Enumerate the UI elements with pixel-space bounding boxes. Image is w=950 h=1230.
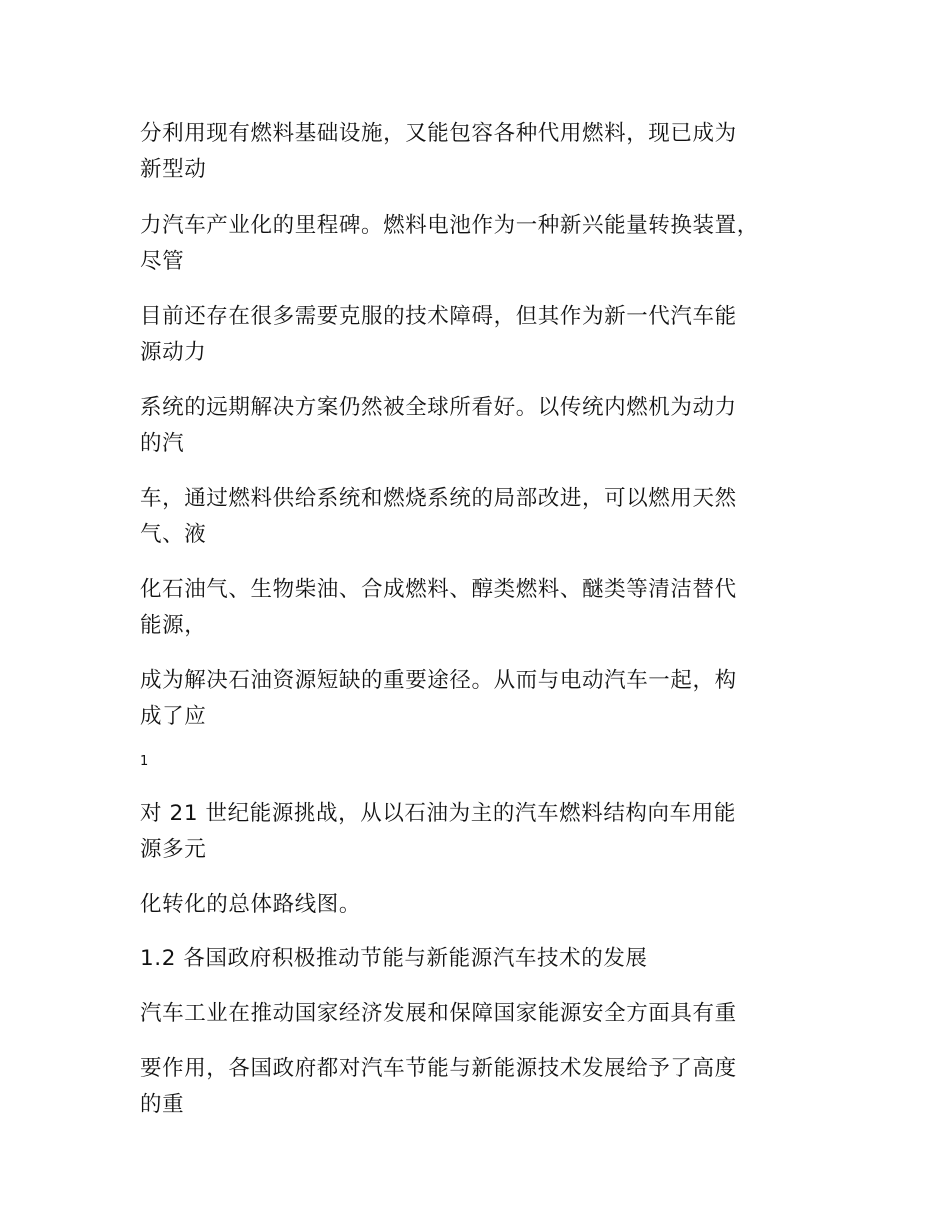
paragraph-line: 系统的远期解决方案仍然被全球所看好。以传统内燃机为动力 <box>140 395 737 420</box>
paragraph-line: 化转化的总体路线图。 <box>140 892 362 917</box>
paragraph-line: 力汽车产业化的里程碑。燃料电池作为一种新兴能量转换装置， <box>140 213 759 238</box>
paragraph-line: 车，通过燃料供给系统和燃烧系统的局部改进，可以燃用天然 <box>140 486 737 511</box>
paragraph-line: 成为解决石油资源短缺的重要途径。从而与电动汽车一起，构 <box>140 668 737 693</box>
section-heading-text: 1.2 各国政府积极推动节能与新能源汽车技术的发展 <box>140 946 648 971</box>
section-heading <box>140 941 820 977</box>
paragraph-11 <box>140 1051 820 1123</box>
paragraph-line: 能源， <box>140 613 207 638</box>
paragraph-line: 成了应 <box>140 704 207 729</box>
paragraph-line: 汽车工业在推动国家经济发展和保障国家能源安全方面具有重 <box>140 1001 737 1026</box>
paragraph-8 <box>140 796 820 868</box>
paragraph-line: 化石油气、生物柴油、合成燃料、醇类燃料、醚类等清洁替代 <box>140 577 737 602</box>
paragraph-line: 分利用现有燃料基础设施，又能包容各种代用燃料，现已成为 <box>140 121 737 146</box>
paragraph-10 <box>140 996 820 1032</box>
paragraph-line: 源多元 <box>140 837 207 862</box>
paragraph-line: 源动力 <box>140 340 207 365</box>
paragraph-line: 尽管 <box>140 249 185 274</box>
paragraph-line: 目前还存在很多需要克服的技术障碍，但其作为新一代汽车能 <box>140 304 737 329</box>
paragraph-line: 气、液 <box>140 522 207 547</box>
paragraph-5 <box>140 481 820 553</box>
paragraph-line: 对 21 世纪能源挑战，从以石油为主的汽车燃料结构向车用能 <box>140 801 736 826</box>
page-number: 1 <box>140 754 149 769</box>
paragraph-4 <box>140 390 820 462</box>
paragraph-3 <box>140 299 820 371</box>
paragraph-6 <box>140 572 820 644</box>
paragraph-1 <box>140 116 820 188</box>
paragraph-line: 的汽 <box>140 431 185 456</box>
paragraph-line: 的重 <box>140 1092 185 1117</box>
paragraph-2 <box>140 208 820 280</box>
paragraph-9 <box>140 887 820 923</box>
paragraph-line: 要作用，各国政府都对汽车节能与新能源技术发展给予了高度 <box>140 1056 737 1081</box>
paragraph-line: 新型动 <box>140 157 207 182</box>
paragraph-7 <box>140 663 820 735</box>
